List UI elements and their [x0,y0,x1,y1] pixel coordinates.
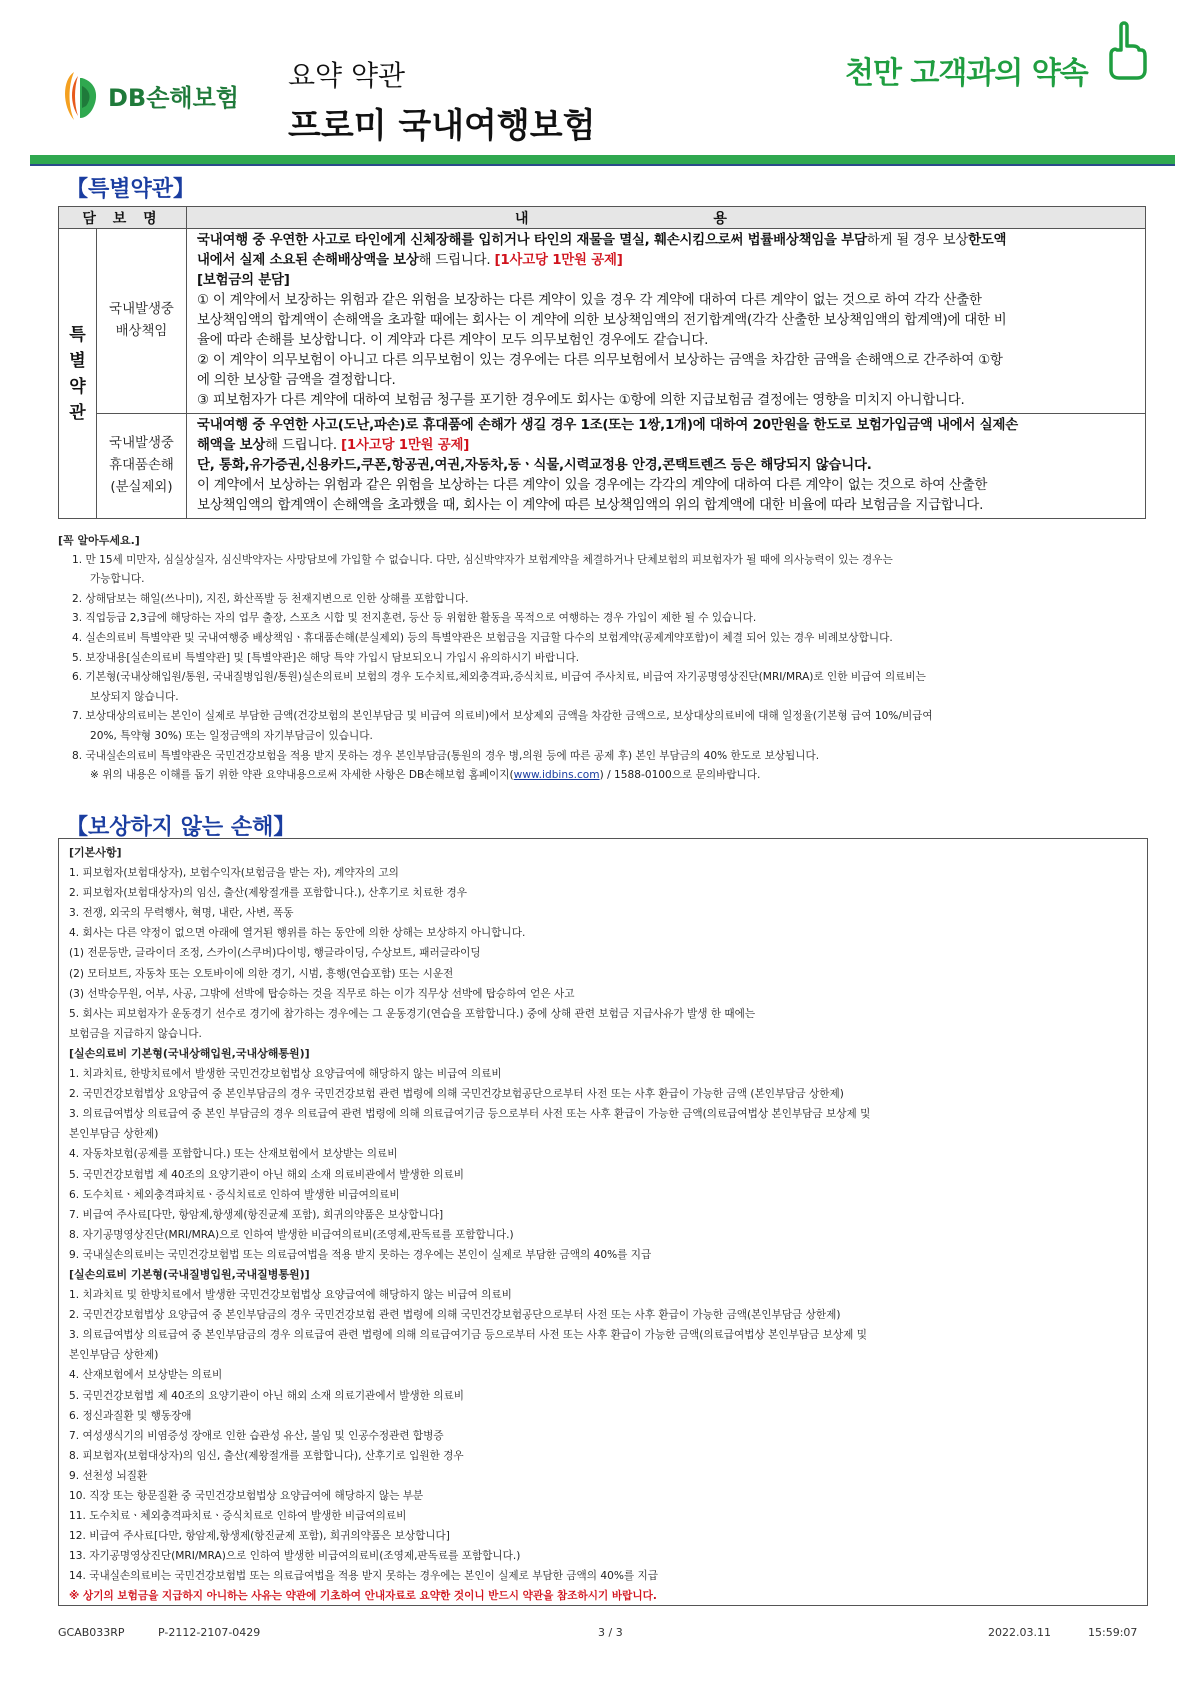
content-text [197,231,1137,411]
notes-footnote [58,766,1148,786]
exclusion-heading: [기본사항] [69,846,122,859]
db-logo-icon [60,66,106,126]
exclusion-item: 3. 전쟁, 외국의 무력행사, 혁명, 내란, 사변, 폭동 [69,907,294,920]
document-subtitle: 요약 약관 [288,59,406,92]
page-header [0,0,1200,170]
exclusion-item: 5. 회사는 피보험자가 운동경기 선수로 경기에 참가하는 경우에는 그 운동경기(연습을 포함합니다.) 중에 상해 관련 보험금 지급사유가 발생 한 때에는 [69,1007,756,1020]
exclusions-box [58,838,1148,1606]
content-line [197,231,1137,251]
exclusion-item: 1. 치과치료, 한방치료에서 발생한 국민건강보험법상 요양급여에 해당하지 않는 비급여 의료비 [69,1068,502,1081]
content-segment: ② 이 계약이 의무보험이 아니고 다른 의무보험이 있는 경우에는 다른 의무보험에서 보상하는 금액을 차감한 금액을 손해액으로 간주하여 ①항 [197,353,1003,368]
content-line [197,476,1137,496]
content-segment: ① 이 계약에서 보장하는 위험과 같은 위험을 보장하는 다른 계약이 있을 경우 각 계약에 대하여 다른 계약이 없는 것으로 하여 각각 산출한 [197,293,982,308]
exclusion-item: 8. 자기공명영상진단(MRI/MRA)으로 인하여 발생한 비급여의료비(조영제,판독료를 포함합니다.) [69,1228,514,1241]
note-item: 8. 국내실손의료비 특별약관은 국민건강보험을 적용 받지 못하는 경우 본인부담금(통원의 경우 병,의원 등에 따른 공제 후) 본인 부담금의 40% 한도로 보상됩니다. [72,749,820,762]
note-item: 7. 보상대상의료비는 본인이 실제로 부담한 금액(건강보험의 본인부담금 및 비급여 의료비)에서 보상제외 금액을 차감한 금액으로, 보상대상의료비에 대해 일정율(기본형 급여 10%/비급여 [72,710,933,723]
notes-list [58,551,1148,767]
exclusion-item: 5. 국민건강보험법 제 40조의 요양기관이 아닌 해외 소재 의료비관에서 발생한 의료비 [69,1168,464,1181]
exclusion-item: 10. 직장 또는 항문질환 중 국민건강보험법상 요양급여에 해당하지 않는 부분 [69,1490,424,1502]
special-terms-group-label [59,229,97,519]
exclusion-heading: [실손의료비 기본형(국내질병입원,국내질병통원)] [69,1267,310,1281]
content-segment: ③ 피보험자가 다른 계약에 대하여 보험금 청구를 포기한 경우에도 회사는 ①항에 의한 지급보험금 결정에는 영향을 미치지 아니합니다. [197,393,965,408]
exclusions-title: 【보상하지 않는 손해】 [66,815,296,840]
exclusion-item: 9. 국내실손의료비는 국민건강보험법 또는 의료급여법을 적용 받지 못하는 경우에는 본인이 실제로 부담한 금액의 40%를 지급 [69,1248,652,1261]
header-rule-dark [30,164,1175,166]
content-line [197,371,1137,391]
exclusion-item: 4. 자동차보험(공제를 포함합니다.) 또는 산재보험에서 보상받는 의료비 [69,1148,398,1161]
exclusion-item: 7. 여성생식기의 비염증성 장애로 인한 습관성 유산, 불임 및 인공수정관련 합병증 [69,1429,444,1442]
footnote-text: ※ 위의 내용은 이해를 돕기 위한 약관 요약내용으로써 자세한 사항은 DB손해보험 홈페이지( [90,769,514,782]
exclusion-item: (2) 모터보트, 자동차 또는 오토바이에 의한 경기, 시범, 흥행(연습포함) 또는 시운전 [69,967,454,980]
promise-text: 천만 고객과의 약속 [845,56,1088,91]
content-segment: 해 드립니다. [265,438,341,453]
notes-section [58,531,1148,786]
exclusion-item: 6. 정신과질환 및 행동장애 [69,1409,192,1422]
exclusion-item: 1. 피보험자(보험대상자), 보험수익자(보험금을 받는 자), 계약자의 고의 [69,867,399,880]
promise-slogan [845,28,1145,91]
exclusion-item: (3) 선박승무원, 어부, 사공, 그밖에 선박에 탑승하는 것을 직무로 하는 이가 직무상 선박에 탑승하여 얻은 사고 [69,987,575,1000]
content-line [197,416,1137,436]
page-number: 3 / 3 [598,1626,623,1639]
content-segment: 보상책임액의 합계액이 손해액을 초과할 때에는 회사는 이 계약에 의한 보상책임액의 전기합계액(각각 산출한 보상책임액의 합계액)에 대한 비 [197,313,1007,328]
table-row [59,229,1146,414]
content-line [197,351,1137,371]
special-terms-title: 【특별약관】 [66,177,196,202]
content-segment: 단, 통화,유가증권,신용카드,쿠폰,항공권,여권,자동차,동ㆍ식물,시력교정용 안경,콘택트렌즈 등은 해당되지 않습니다. [197,458,872,473]
exclusion-item: 2. 국민건강보험법상 요양급여 중 본인부담금의 경우 국민건강보험 관련 법령에 의해 국민건강보험공단으로부터 사전 또는 사후 환급이 가능한 금액 (본인부담금 상한제) [69,1088,844,1101]
document-number: P-2112-2107-0429 [158,1626,261,1639]
exclusion-item: 3. 의료급여법상 의료급여 중 본인부담금의 경우 의료급여 관련 법령에 의해 의료급여기금 등으로부터 사전 또는 사후 환급이 가능한 금액(의료급여법상 본인부담금 보상제 및 [69,1329,867,1342]
logo-text: DB손해보험 [108,84,239,112]
content-segment: 해 드립니다. [418,253,495,268]
exclusion-item: 8. 피보험자(보험대상자)의 임신, 출산(제왕절개를 포함합니다), 산후기로 입원한 경우 [69,1449,464,1462]
table-row [59,414,1146,519]
note-item: 보상되지 않습니다. [90,690,179,703]
content-line [197,331,1137,351]
exclusion-item: 5. 국민건강보험법 제 40조의 요양기관이 아닌 해외 소재 의료기관에서 발생한 의료비 [69,1389,464,1402]
exclusion-heading: [실손의료비 기본형(국내상해입원,국내상해통원)] [69,1046,310,1060]
content-column-header: 내 용 [187,207,1146,229]
content-segment: 국내여행 중 우연한 사고로 타인에게 신체장해를 입히거나 타인의 재물을 멸실, 훼손시킴으로써 법률배상책임을 부담 [197,233,867,248]
content-line [197,456,1137,476]
note-item: 5. 보장내용[실손의료비 특별약관] 및 [특별약관]은 해당 특약 가입시 담보되오니 가입시 유의하시기 바랍니다. [72,651,580,664]
notes-title: [꼭 알아두세요.] [58,534,140,547]
print-time: 15:59:07 [1088,1626,1138,1639]
content-line [197,496,1137,516]
note-item: 1. 만 15세 미만자, 심실상실자, 심신박약자는 사망담보에 가입할 수 없습니다. 다만, 심신박약자가 보험계약을 체결하거나 단체보험의 피보험자가 될 때에 의사능력이 있는 경우는 [72,553,893,566]
exclusion-item: 본인부담금 상한제) [69,1349,159,1362]
content-line [197,251,1137,271]
content-line [197,291,1137,311]
content-line [197,311,1137,331]
note-item: 2. 상해담보는 해일(쓰나미), 지진, 화산폭발 등 천재지변으로 인한 상해를 포함합니다. [72,592,469,605]
note-item: 20%, 특약형 30%) 또는 일정금액의 자기부담금이 있습니다. [90,729,373,742]
content-segment: 내에서 실제 소요된 손해배상액을 보상 [197,253,419,268]
coverage-name-text: 국내발생중 휴대품손해 (분실제외) [109,436,174,495]
exclusion-item: 7. 비급여 주사료[다만, 항암제,항생제(항진균제 포함), 희귀의약품은 보상합니다] [69,1208,444,1221]
homepage-link[interactable]: www.idbins.com [513,769,600,782]
table-header-row [59,207,1146,229]
content-segment: 에 의한 보상할 금액을 결정합니다. [197,373,396,388]
exclusion-item: 6. 도수치료ㆍ체외충격파치료ㆍ증식치료로 인하여 발생한 비급여의료비 [69,1188,400,1201]
content-segment: 국내여행 중 우연한 사고(도난,파손)로 휴대품에 손해가 생길 경우 1조(또는 1쌍,1개)에 대하여 20만원을 한도로 보험가입금액 내에서 실제손 [197,418,1018,433]
exclusion-item: 4. 회사는 다른 약정이 없으면 아래에 열거된 행위를 하는 동안에 의한 상해는 보상하지 아니합니다. [69,927,526,940]
exclusion-item: 1. 치과치료 및 한방치료에서 발생한 국민건강보험법상 요양급여에 해당하지 않는 비급여 의료비 [69,1289,512,1302]
note-item: 3. 직업등급 2,3급에 해당하는 자의 업무 출장, 스포츠 시합 및 전지훈련, 등산 등 위험한 활동을 목적으로 여행하는 경우 가입이 제한 될 수 있습니다. [72,612,757,625]
note-item: 가능합니다. [90,573,145,586]
special-terms-table [58,206,1146,519]
exclusion-item: (1) 전문등반, 글라이더 조정, 스카이(스쿠버)다이빙, 행글라이딩, 수상보트, 패러글라이딩 [69,947,481,960]
group-label-text: 특 별 약 관 [69,324,86,423]
exclusion-item: 3. 의료급여법상 의료급여 중 본인 부담금의 경우 의료급여 관련 법령에 의해 의료급여기금 등으로부터 사전 또는 사후 환급이 가능한 금액(의료급여법상 본인부담금 보상제 및 [69,1108,871,1121]
content-segment: [1사고당 1만원 공제] [494,253,623,268]
content-line [197,436,1137,456]
note-item: 6. 기본형(국내상해입원/통원, 국내질병입원/통원)실손의료비 보험의 경우 도수치료,체외충격파,증식치료, 비급여 주사치료, 비급여 자기공명영상진단(MRI/MRA)로 인한 비급여 의료비는 [72,671,926,684]
exclusion-item: 본인부담금 상한제) [69,1128,159,1141]
hand-pointing-icon [1107,20,1147,82]
print-date: 2022.03.11 [988,1626,1051,1639]
coverage-name [97,414,187,519]
content-segment: 이 계약에서 보상하는 위험과 같은 위험을 보상하는 다른 계약이 있을 경우에는 각각의 계약에 대하여 다른 계약이 없는 것으로 하여 산출한 [197,478,988,493]
document-title: 프로미 국내여행보험 [288,106,596,146]
coverage-name [97,229,187,414]
exclusion-item: 14. 국내실손의료비는 국민건강보험법 또는 의료급여법을 적용 받지 못하는 경우에는 본인이 실제로 부담한 금액의 40%를 지급 [69,1570,658,1583]
form-code: GCAB033RP [58,1626,125,1639]
content-segment: 해액을 보상 [197,438,266,453]
content-segment: [1사고당 1만원 공제] [341,438,470,453]
exclusion-item: 11. 도수치료ㆍ체외충격파치료ㆍ증식치료로 인하여 발생한 비급여의료비 [69,1510,407,1523]
content-segment: [보험금의 분담] [197,273,290,288]
exclusion-item: 2. 피보험자(보험대상자)의 임신, 출산(제왕절개를 포함합니다.), 산후기로 치료한 경우 [69,887,468,900]
coverage-content [187,414,1146,519]
footnote-text-end: ) / 1588-0100으로 문의바랍니다. [599,769,761,782]
coverage-column-header: 담 보 명 [59,207,187,229]
content-segment: 하게 될 경우 보상 [866,233,969,248]
content-segment: 보상책임액의 합계액이 손해액을 초과했을 때, 회사는 이 계약에 따른 보상책임액의 위의 합계액에 대한 비율에 따라 보험금을 지급합니다. [197,498,984,513]
exclusion-item: 보험금을 지급하지 않습니다. [69,1027,202,1040]
content-text [197,416,1137,516]
exclusion-item: 12. 비급여 주사료[다만, 항암제,항생제(항진균제 포함), 희귀의약품은 보상합니다] [69,1530,450,1543]
exclusions-list [69,843,1137,1607]
content-line [197,271,1137,291]
exclusion-item: 13. 자기공명영상진단(MRI/MRA)으로 인하여 발생한 비급여의료비(조영제,판독료를 포함합니다.) [69,1550,521,1563]
content-segment: 한도액 [968,233,1007,248]
note-item: 4. 실손의료비 특별약관 및 국내여행중 배상책임ㆍ휴대품손해(분실제외) 등의 특별약관은 보험금을 지급할 다수의 보험계약(공제계약포함)이 체결 되어 있는 경우 비례보상합니다. [72,631,893,644]
db-logo [60,60,270,130]
exclusion-item: 2. 국민건강보험법상 요양급여 중 본인부담금의 경우 국민건강보험 관련 법령에 의해 국민건강보험공단으로부터 사전 또는 사후 환급이 가능한 금액(본인부담금 상한제) [69,1309,841,1322]
exclusion-item: 4. 산재보험에서 보상받는 의료비 [69,1369,223,1382]
header-rule [30,155,1175,164]
coverage-content [187,229,1146,414]
exclusion-warning: ※ 상기의 보험금을 지급하지 아니하는 사유는 약관에 기초하여 안내자료로 요약한 것이니 반드시 약관을 참조하시기 바랍니다. [69,1590,657,1603]
exclusion-item: 9. 선천성 뇌질환 [69,1469,148,1482]
content-segment: 율에 따라 손해를 보상합니다. 이 계약과 다른 계약이 모두 의무보험인 경우에도 같습니다. [197,333,709,348]
coverage-name-text: 국내발생중 배상책임 [109,302,174,339]
content-line [197,391,1137,411]
